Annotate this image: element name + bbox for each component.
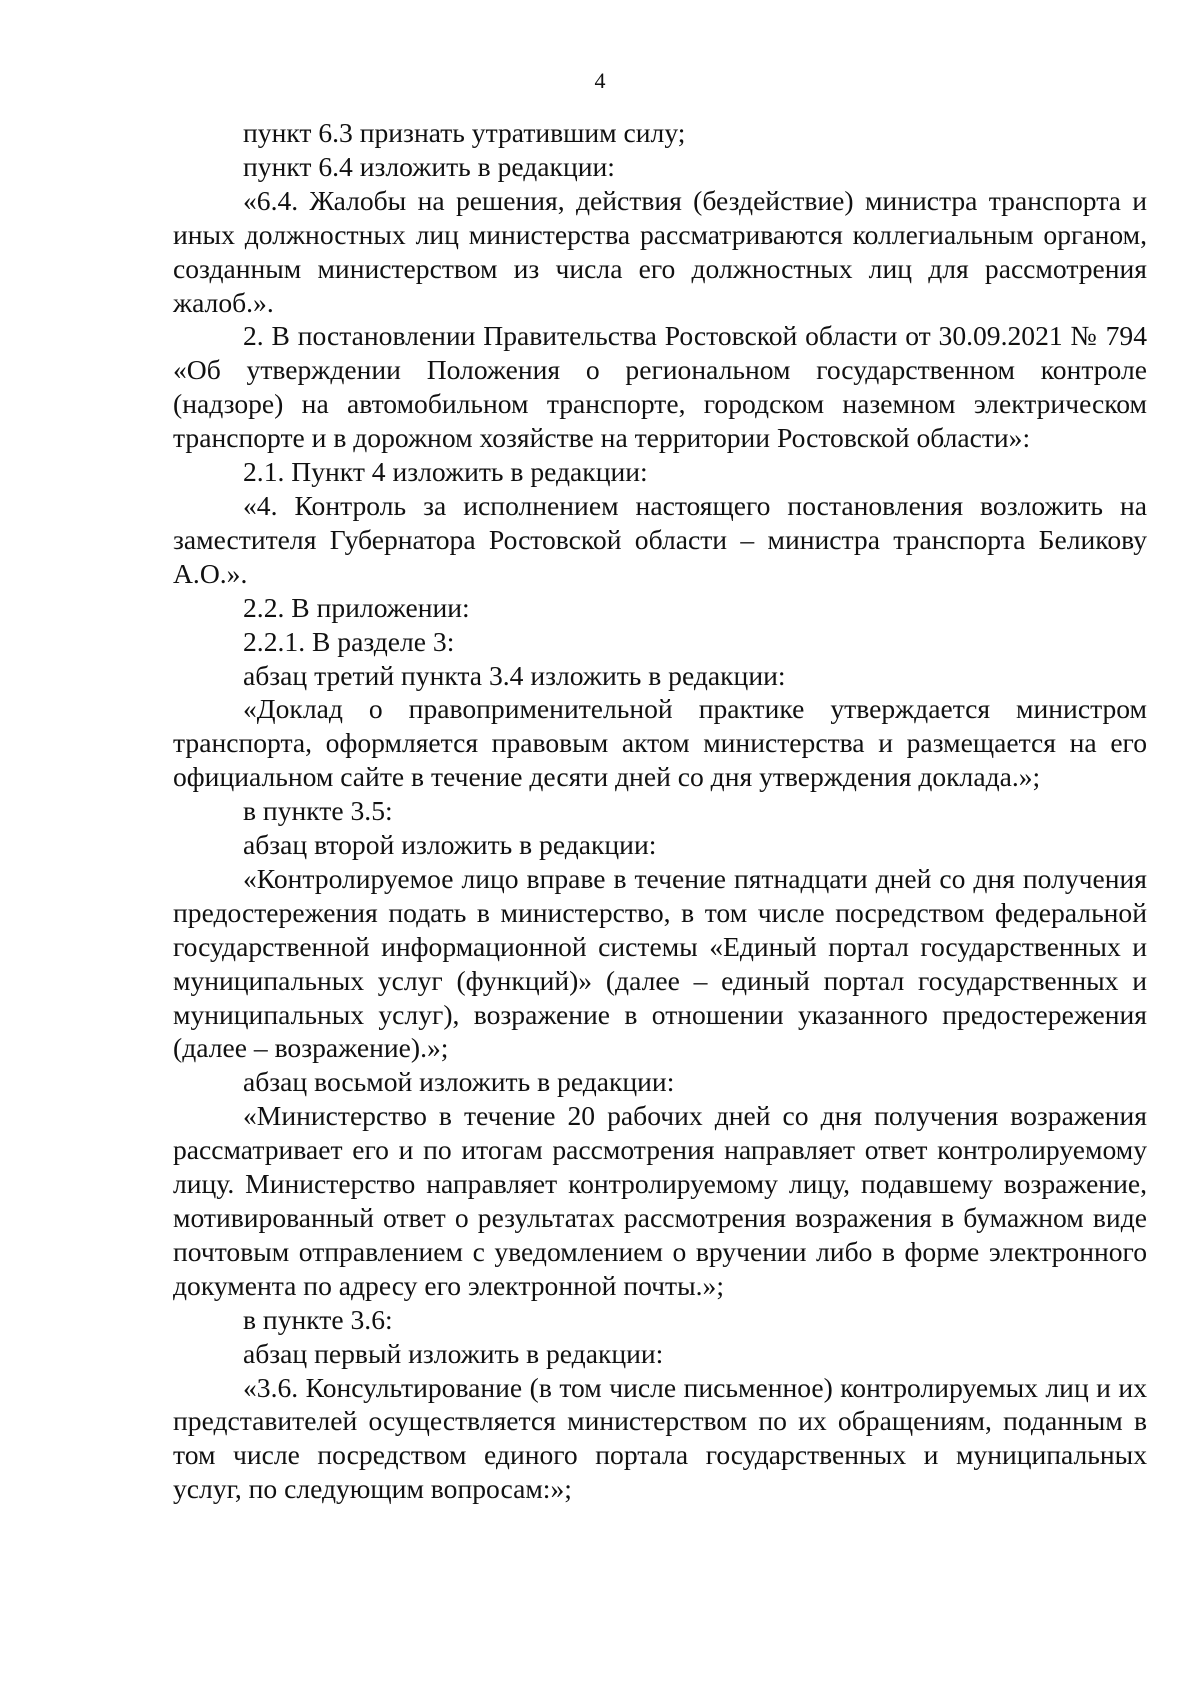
paragraph-14: абзац восьмой изложить в редакции: <box>243 1066 675 1098</box>
paragraph-16: в пункте 3.6: <box>243 1303 393 1335</box>
paragraph-3: «6.4. Жалобы на решения, действия (бездействие) министра транспорта и иных должностных лиц министерства рассматриваются коллегиальным органом, созданным министерством из числа его должностных лиц для рассмотрения жалоб.». <box>173 184 1147 318</box>
paragraph-13: «Контролируемое лицо вправе в течение пятнадцати дней со дня получения предостережения подать в министерство, в том числе посредством федеральной государственной информационной системы «Единый портал государственных и муниципальных услуг (функций)» (далее – единый портал государственных и муниципальных услуг), возражение в отношении указанного предостережения (далее – возражение).»; <box>173 862 1147 1064</box>
paragraph-10: «Доклад о правоприменительной практике утверждается министром транспорта, оформляется правовым актом министерства и размещается на его официальном сайте в течение десяти дней со дня утверждения доклада.»; <box>173 693 1147 793</box>
paragraph-15: «Министерство в течение 20 рабочих дней со дня получения возражения рассматривает его и по итогам рассмотрения направляет ответ контролируемому лицу. Министерство направляет контролируемому лицу, подавшему возражение, мотивированный ответ о результатах рассмотрения возражения в бумажном виде почтовым отправлением с уведомлением о вручении либо в форме электронного документа по адресу его электронной почты.»; <box>173 1100 1147 1301</box>
paragraph-17: абзац первый изложить в редакции: <box>243 1337 664 1369</box>
page-number: 4 <box>594 68 606 93</box>
paragraph-5: 2.1. Пункт 4 изложить в редакции: <box>243 456 648 488</box>
paragraph-6: «4. Контроль за исполнением настоящего постановления возложить на заместителя Губернатора Ростовской области – министра транспорта Беликову А.О.». <box>173 489 1147 589</box>
paragraph-12: абзац второй изложить в редакции: <box>243 829 657 861</box>
paragraph-4: 2. В постановлении Правительства Ростовской области от 30.09.2021 № 794 «Об утверждении Положения о региональном государственном контроле (надзоре) на автомобильном транспорте, городском наземном электрическом транспорте и в дорожном хозяйстве на территории Ростовской области»: <box>173 320 1147 454</box>
paragraph-8: 2.2.1. В разделе 3: <box>243 625 455 657</box>
paragraph-1: пункт 6.3 признать утратившим силу; <box>243 117 686 148</box>
paragraph-7: 2.2. В приложении: <box>243 591 470 623</box>
paragraph-9: абзац третий пункта 3.4 изложить в редакции: <box>243 659 786 691</box>
paragraph-2: пункт 6.4 изложить в редакции: <box>243 150 615 182</box>
paragraph-18: «3.6. Консультирование (в том числе письменное) контролируемых лиц и их представителей осуществляется министерством по их обращениям, поданным в том числе посредством единого портала государственных и муниципальных услуг, по следующим вопросам:»; <box>173 1371 1147 1505</box>
document-body <box>173 116 1147 1506</box>
paragraph-11: в пункте 3.5: <box>243 795 393 827</box>
